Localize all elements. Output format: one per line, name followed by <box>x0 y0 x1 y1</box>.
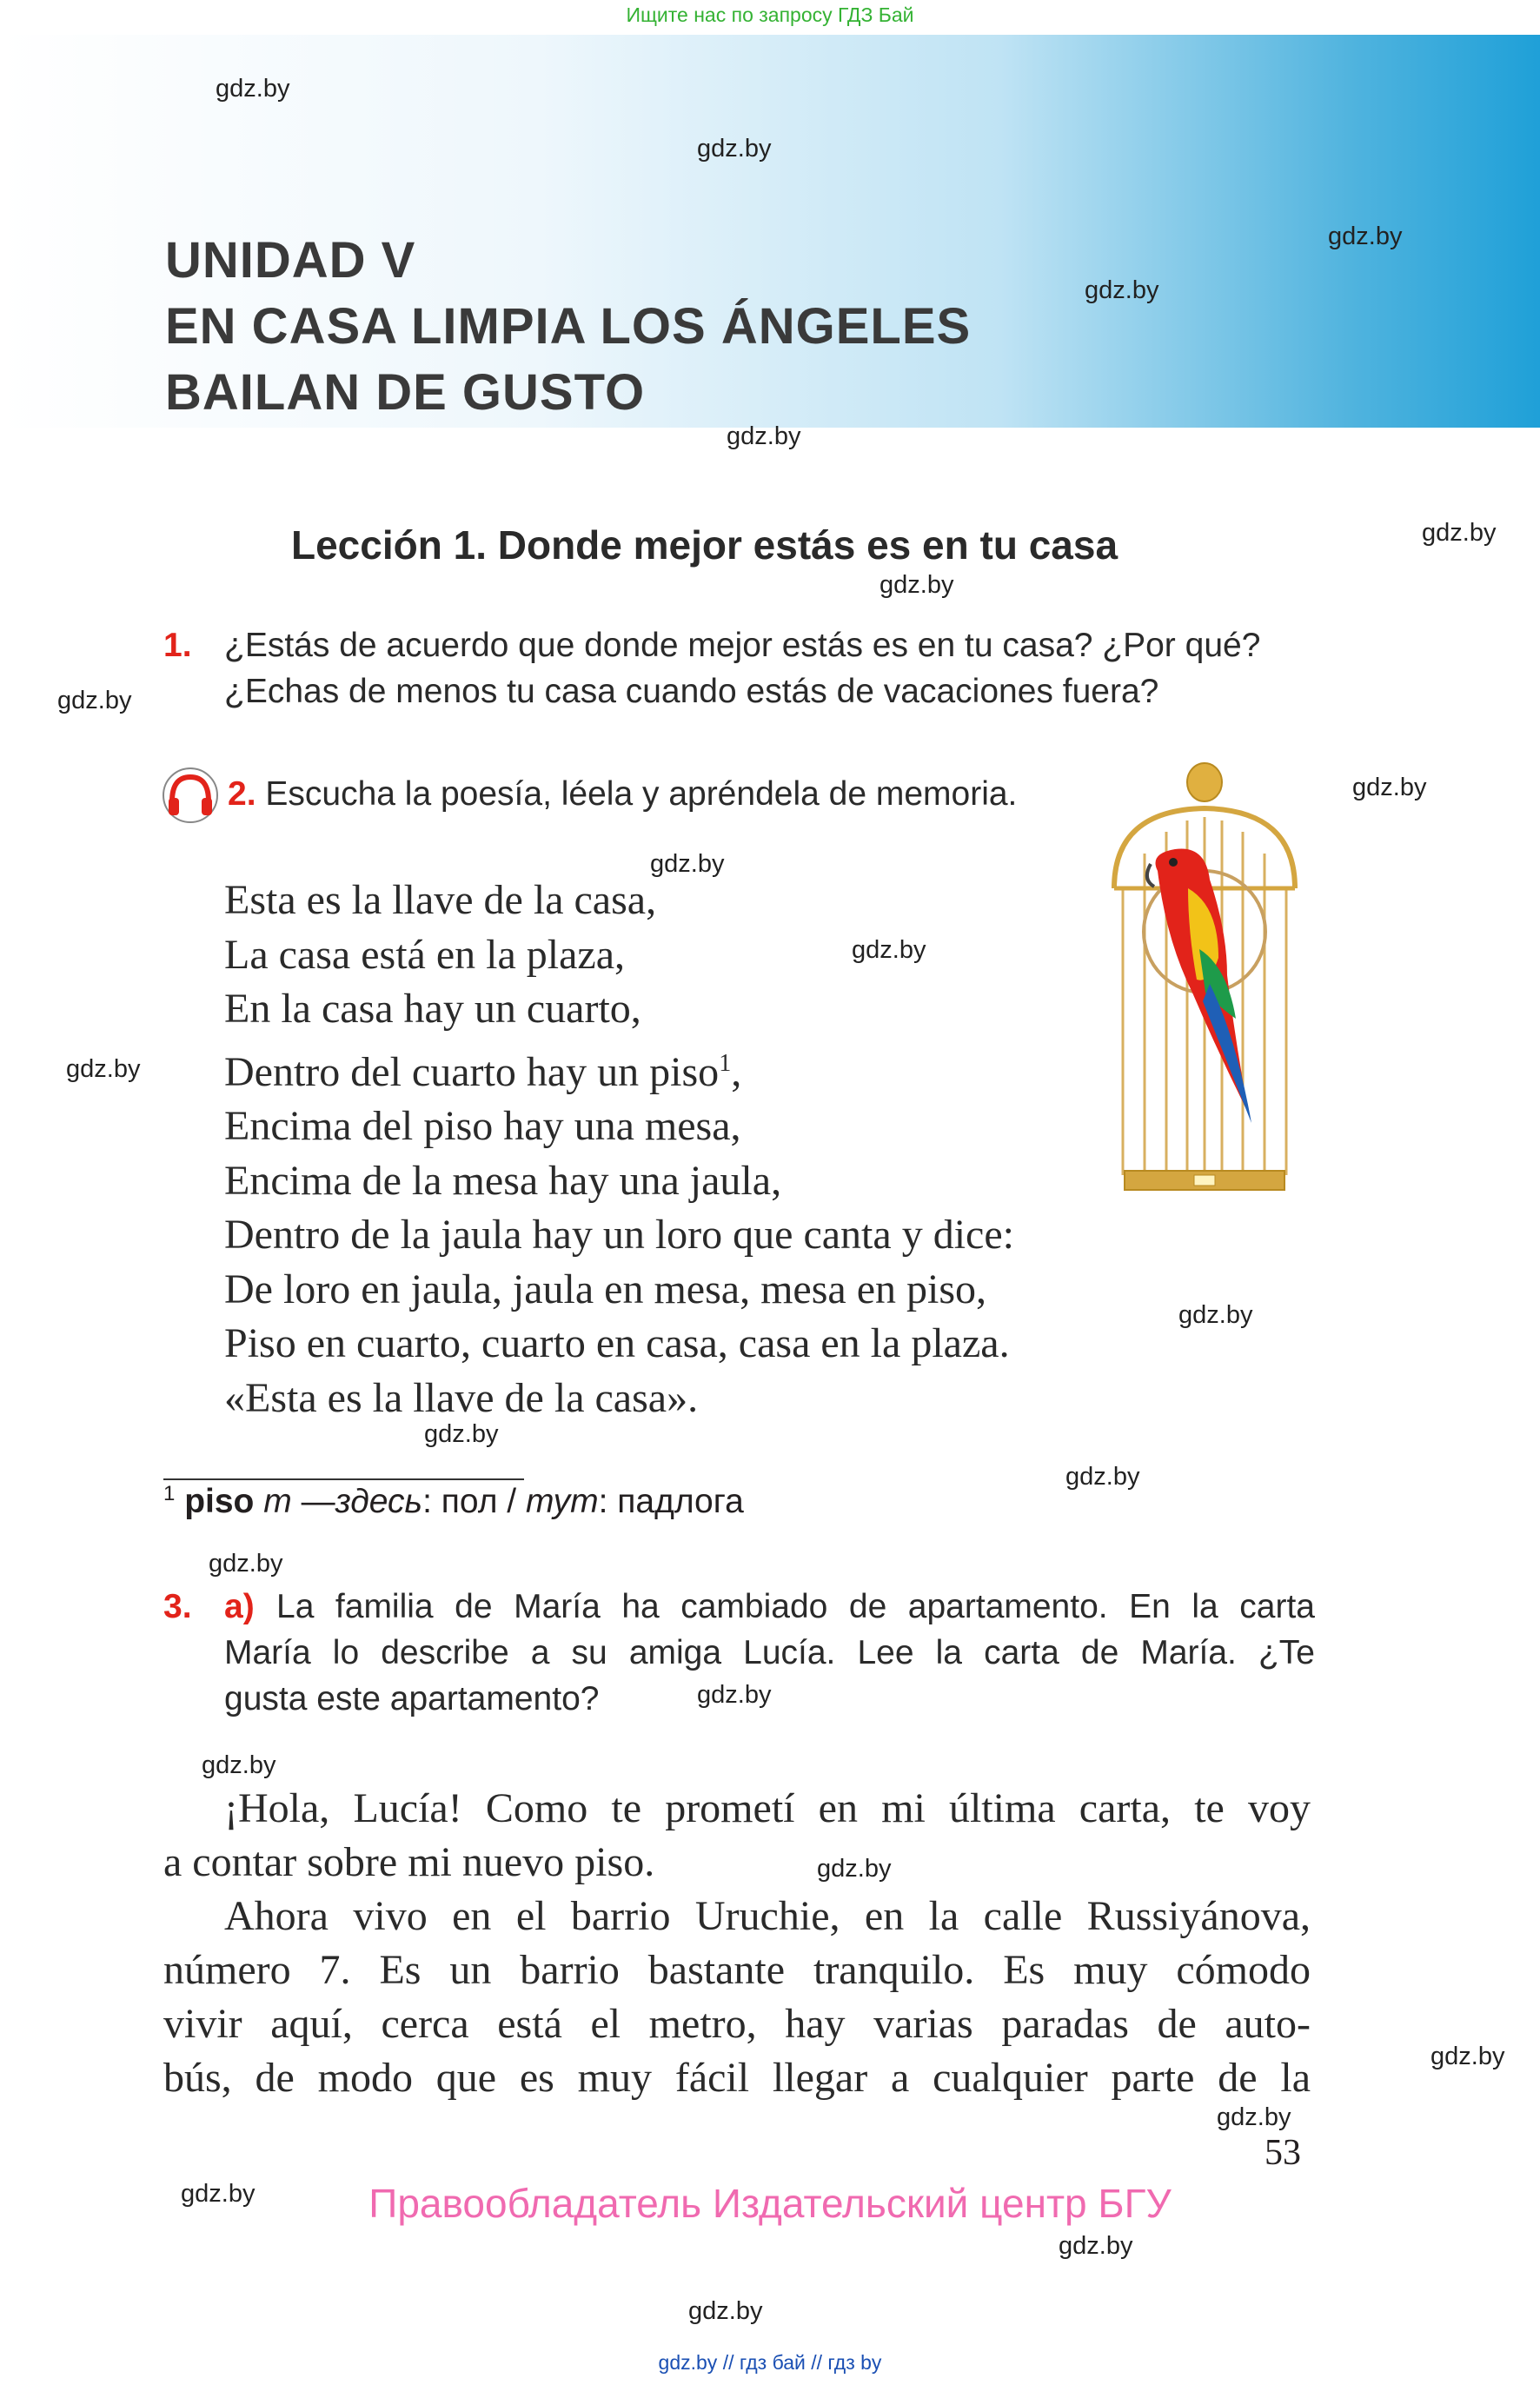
watermark: gdz.by <box>424 1420 499 1448</box>
watermark: gdz.by <box>697 135 772 163</box>
bottom-ad-links[interactable]: gdz.by // гдз бай // гдз by <box>658 2351 882 2374</box>
poem-line-end: , <box>731 1048 742 1095</box>
poem-line <box>224 1037 1014 1100</box>
task-number: 2. <box>228 775 256 813</box>
watermark: gdz.by <box>209 1550 283 1578</box>
footnote-marker: 1 <box>719 1049 732 1077</box>
task-3-line: La familia de María ha cambiado de apartamento. En la carta <box>276 1588 1315 1625</box>
watermark: gdz.by <box>697 1681 772 1709</box>
footnote <box>163 1482 744 1521</box>
letter-paragraph-2 <box>163 1890 1311 2105</box>
footnote-here-value: : пол / <box>422 1483 526 1520</box>
watermark: gdz.by <box>1430 2043 1505 2070</box>
footnote-here-label: здесь <box>335 1483 423 1520</box>
letter-line: bús, de modo que es muy fácil llegar a cualquier parte de la <box>163 2055 1311 2101</box>
task-number: 1. <box>163 627 192 664</box>
unit-title-line: UNIDAD V <box>165 232 416 289</box>
letter-line: Ahora vivo en el barrio Uruchie, en la calle Russiyánova, <box>224 1893 1311 1939</box>
task-sub-letter: a) <box>224 1588 255 1625</box>
task-3-number <box>163 1584 192 1630</box>
footnote-there-value: : падлога <box>598 1483 744 1520</box>
watermark: gdz.by <box>1085 276 1159 304</box>
watermark: gdz.by <box>817 1855 892 1883</box>
top-ad-link[interactable]: Ищите нас по запросу ГДЗ Бай <box>626 3 914 26</box>
watermark: gdz.by <box>1352 774 1427 801</box>
watermark: gdz.by <box>880 571 954 599</box>
watermark: gdz.by <box>66 1055 141 1083</box>
letter-line: número 7. Es un barrio bastante tranquilo. Es muy cómodo <box>163 1947 1311 1993</box>
letter-paragraph-1 <box>163 1782 1311 1890</box>
poem-line: La casa está en la plaza, <box>224 931 626 978</box>
watermark: gdz.by <box>650 850 725 878</box>
watermark: gdz.by <box>1217 2103 1291 2131</box>
footnote-number: 1 <box>163 1482 176 1505</box>
poem-line: De loro en jaula, jaula en mesa, mesa en piso, <box>224 1266 987 1312</box>
poem-line: Dentro de la jaula hay un loro que canta y dice: <box>224 1212 1014 1258</box>
task-3-line: gusta este apartamento? <box>224 1680 600 1717</box>
watermark: gdz.by <box>57 687 132 714</box>
page-number: 53 <box>1265 2133 1301 2173</box>
watermark: gdz.by <box>1065 1463 1140 1491</box>
copyright-notice: Правообладатель Издательский центр БГУ <box>368 2181 1172 2226</box>
watermark: gdz.by <box>181 2180 256 2208</box>
watermark: gdz.by <box>1178 1301 1253 1329</box>
headphones-icon <box>162 767 219 824</box>
task-2-text: Escucha la poesía, léela y apréndela de memoria. <box>265 775 1018 813</box>
watermark: gdz.by <box>216 75 290 103</box>
task-1-line: ¿Estás de acuerdo que donde mejor estás es en tu casa? ¿Por qué? <box>224 627 1261 664</box>
poem-line: Esta es la llave de la casa, <box>224 877 657 923</box>
watermark: gdz.by <box>1328 223 1403 250</box>
footnote-gender: m <box>263 1483 292 1520</box>
parrot-cage-illustration <box>1097 758 1312 1203</box>
footnote-dash: — <box>301 1483 335 1520</box>
letter-line: a contar sobre mi nuevo piso. <box>163 1839 655 1885</box>
poem-line: En la casa hay un cuarto, <box>224 986 641 1032</box>
unit-title <box>165 228 971 426</box>
watermark: gdz.by <box>1422 519 1497 547</box>
lesson-title: Lección 1. Donde mejor estás es en tu casa <box>291 522 1118 568</box>
footnote-word: piso <box>184 1483 255 1520</box>
watermark: gdz.by <box>688 2297 763 2325</box>
watermark: gdz.by <box>727 422 801 450</box>
task-3-line: María lo describe a su amiga Lucía. Lee la carta de María. ¿Te <box>224 1634 1315 1671</box>
poem-line: Piso en cuarto, cuarto en casa, casa en la plaza. <box>224 1320 1010 1366</box>
poem-line: Encima del piso hay una mesa, <box>224 1103 741 1149</box>
poem-line: Encima de la mesa hay una jaula, <box>224 1157 782 1204</box>
task-2 <box>228 771 1017 817</box>
poem-line-text: Dentro del cuarto hay un piso <box>224 1048 720 1095</box>
watermark: gdz.by <box>202 1751 276 1779</box>
task-1-line: ¿Echas de menos tu casa cuando estás de vacaciones fuera? <box>224 673 1159 710</box>
unit-title-line: EN CASA LIMPIA LOS ÁNGELES <box>165 298 972 355</box>
task-number: 3. <box>163 1588 192 1625</box>
footnote-divider <box>163 1478 524 1480</box>
watermark: gdz.by <box>852 936 926 964</box>
task-1-text <box>224 622 1260 714</box>
unit-title-line: BAILAN DE GUSTO <box>165 364 646 421</box>
footnote-there-label: тут <box>525 1483 599 1520</box>
letter-line: vivir aquí, cerca está el metro, hay varias paradas de auto- <box>163 2001 1311 2047</box>
task-1-number <box>163 622 192 668</box>
poem-line: «Esta es la llave de la casa». <box>224 1374 699 1421</box>
letter-line: ¡Hola, Lucía! Como te prometí en mi última carta, te voy <box>224 1785 1311 1831</box>
watermark: gdz.by <box>1059 2232 1133 2260</box>
